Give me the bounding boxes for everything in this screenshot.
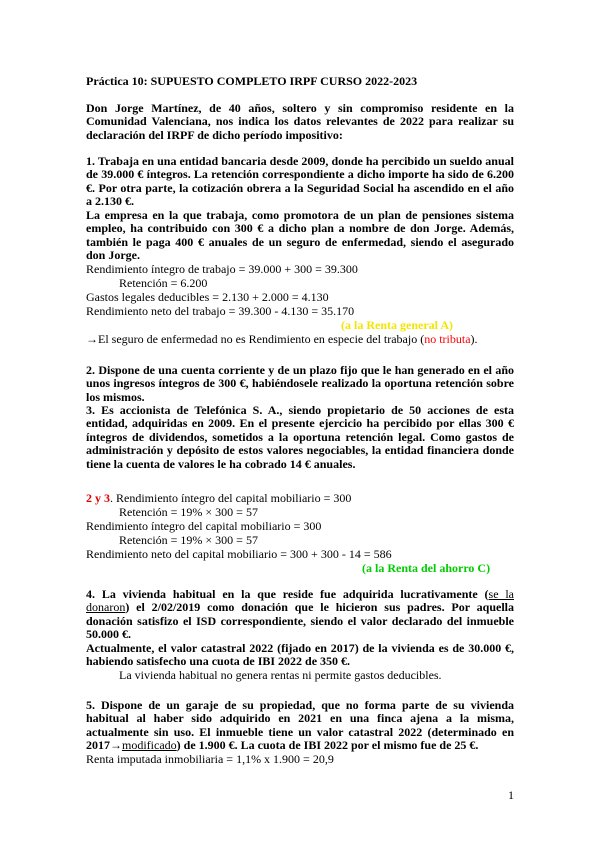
section-4-note: La vivienda habitual no genera rentas ni permite gastos deducibles.	[119, 668, 442, 682]
section-2y3-calc-line: Retención = 19% × 300 = 57	[119, 505, 258, 519]
document-title: Práctica 10: SUPUESTO COMPLETO IRPF CURSO 2022-2023	[86, 74, 418, 88]
label-2y3: 2 y 3	[86, 491, 110, 505]
section-1-calc-line: Gastos legales deducibles = 2.130 + 2.000 = 4.130	[86, 290, 329, 304]
underlined-modificado: modificado	[122, 738, 177, 753]
underlined-se-la-donaron: se la donaron	[86, 587, 515, 615]
intro-paragraph: Don Jorge Martínez, de 40 años, soltero y sin compromiso residente en la Comunidad Valenciana, nos indica los datos relevantes de 2022 para realizar su declaración del IRPF de dicho período impositivo:	[86, 101, 514, 142]
section-1-calc-line: Rendimiento neto del trabajo = 39.300 - 4.130 = 35.170	[86, 304, 355, 318]
no-tributa-highlight: no tributa	[424, 332, 471, 346]
page-number: 1	[508, 788, 514, 802]
renta-ahorro-label: (a la Renta del ahorro C)	[362, 561, 491, 575]
section-4-statement-b: Actualmente, el valor catastral 2022 (fijado en 2017) de la vivienda es de 30.000 €, habiendo satisfecho una cuota de IBI 2022 de 350 €.	[86, 641, 514, 669]
section-5-statement: 5. Dispone de un garaje de su propiedad, que no forma parte de su vivienda habitual al haber sido adquirido en 2021 en una finca ajena a la misma, actualmente sin uso. El inmueble tiene un valor catastral 2022 (determinado en 2017→modificado) de 1.900 €. La cuota de IBI 2022 por el mismo fue de 25 €.	[86, 698, 514, 753]
section-3-statement: 3. Es accionista de Telefónica S. A., siendo propietario de 50 acciones de esta entidad, adquiridas en 2009. En el presente ejercicio ha percibido por ellas 300 € íntegros de dividendos, sometidos a la oportuna retención legal. Como gastos de administración y depósito de estos valores negociables, la entidad financiera donde tiene la cuenta de valores le ha cobrado 14 € anuales.	[86, 403, 514, 471]
section-2y3-calc-line: Rendimiento neto del capital mobiliario = 300 + 300 - 14 = 586	[86, 547, 392, 561]
section-2y3-calc-line: Retención = 19% × 300 = 57	[119, 533, 258, 547]
section-4-statement: 4. La vivienda habitual en la que reside fue adquirida lucrativamente (se la donaron) el 2/02/2019 como donación que le hicieron sus padres. Por aquella donación satisfizo el ISD correspondiente, siendo el valor declarado del inmueble 50.000 €.	[86, 587, 515, 642]
section-1-note: →El seguro de enfermedad no es Rendimiento en especie del trabajo (no tributa).	[86, 332, 478, 346]
section-1-calc-line: Retención = 6.200	[119, 276, 208, 290]
section-2-statement: 2. Dispone de una cuenta corriente y de un plazo fijo que le han generado en el año unos ingresos íntegros de 300 €, habiéndosele realizado la oportuna retención sobre los mismos.	[86, 363, 514, 404]
section-5-calc: Renta imputada inmobiliaria = 1,1% x 1.900 = 20,9	[86, 752, 334, 766]
section-1-calc-line: Rendimiento íntegro de trabajo = 39.000 + 300 = 39.300	[86, 262, 358, 276]
renta-ahorro-tag	[86, 562, 514, 575]
section-2y3-calc-line: Rendimiento íntegro del capital mobiliario = 300	[86, 519, 322, 533]
renta-general-tag	[86, 319, 514, 332]
section-1-statement-b: La empresa en la que trabaja, como promotora de un plan de pensiones sistema empleo, ha contribuido con 300 € a dicho plan a nombre de don Jorge. Además, también le paga 400 € anuales de un seguro de enfermedad, siendo el asegurado don Jorge.	[86, 208, 514, 263]
section-1-statement: 1. Trabaja en una entidad bancaria desde 2009, donde ha percibido un sueldo anual de 39.000 € íntegros. La retención correspondiente a dicho importe ha sido de 6.200 €. Por otra parte, la cotización obrera a la Seguridad Social ha ascendido en el año a 2.130 €.	[86, 154, 514, 209]
section-2y3-calc-line: 2 y 3. Rendimiento íntegro del capital mobiliario = 300	[86, 491, 352, 505]
renta-general-label: (a la Renta general A)	[341, 318, 453, 332]
